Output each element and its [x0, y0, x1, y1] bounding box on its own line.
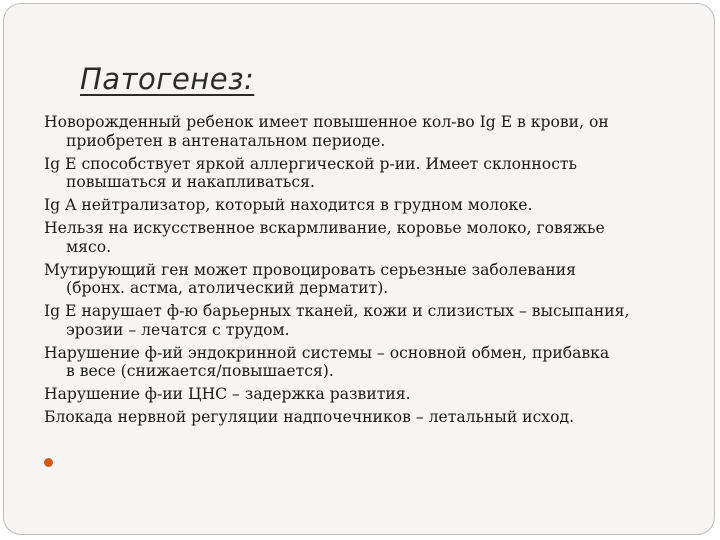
list-item	[44, 196, 694, 215]
list-item	[44, 385, 694, 404]
line-2: в весе (снижается/повышается).	[66, 362, 334, 380]
line-1: Ig E способствует яркой аллергической р-ии. Имеет склонность	[44, 154, 578, 173]
bullet-icon	[44, 458, 53, 467]
line-2: повышаться и накапливаться.	[66, 173, 315, 191]
line-1: Ig A нейтрализатор, который находится в грудном молоке.	[44, 196, 533, 214]
list-item	[44, 344, 694, 381]
list-item	[44, 113, 694, 150]
line-2: эрозии – лечатся с трудом.	[66, 320, 290, 339]
line-2: (бронх. астма, атолический дерматит).	[66, 279, 389, 297]
list-item	[44, 155, 694, 192]
list-item	[44, 302, 694, 339]
line-1: Мутирующий ген может провоцировать серьезные заболевания	[44, 260, 576, 279]
line-1: Новорожденный ребенок имеет повышенное кол-во Ig E в крови, он	[44, 113, 609, 131]
line-1: Нельзя на искусственное вскармливание, коровье молоко, говяжье	[44, 219, 605, 237]
line-1: Блокада нервной регуляции надпочечников – летальный исход.	[44, 408, 575, 426]
list-item	[44, 219, 694, 256]
line-1: Нарушение ф-ии ЦНС – задержка развития.	[44, 385, 411, 403]
line-1: Нарушение ф-ий эндокринной системы – основной обмен, прибавка	[44, 343, 610, 362]
list-item	[44, 408, 694, 427]
line-1: Ig E нарушает ф-ю барьерных тканей, кожи и слизистых – высыпания,	[44, 302, 630, 320]
list-item	[44, 261, 694, 298]
line-2: приобретен в антенатальном периоде.	[66, 131, 386, 150]
slide-body	[44, 113, 694, 431]
slide-title: Патогенез:	[80, 62, 255, 96]
line-2: мясо.	[66, 237, 112, 256]
